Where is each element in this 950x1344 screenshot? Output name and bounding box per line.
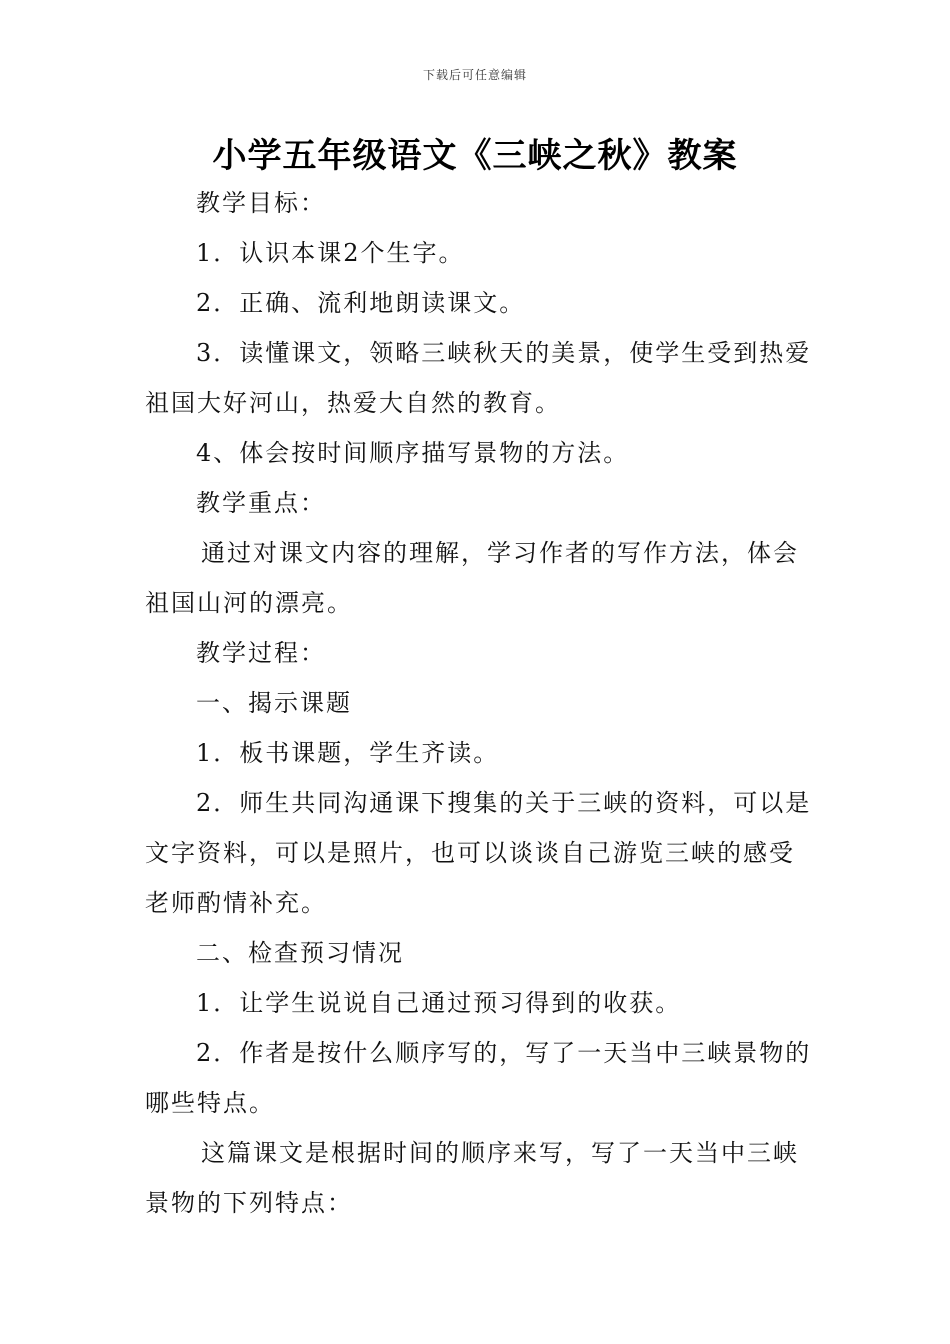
paragraph-line: 1．让学生说说自己通过预习得到的收获。 (196, 989, 682, 1017)
section-heading-process: 教学过程： (196, 639, 326, 667)
paragraph-line: 文字资料，可以是照片，也可以谈谈自己游览三峡的感受 (145, 839, 795, 867)
section-heading-objectives: 教学目标： (196, 189, 326, 217)
paragraph-line: 4、体会按时间顺序描写景物的方法。 (196, 439, 630, 467)
paragraph-line: 这篇课文是根据时间的顺序来写，写了一天当中三峡 (201, 1139, 799, 1167)
paragraph-line: 2．师生共同沟通课下搜集的关于三峡的资料，可以是 (196, 789, 812, 817)
paragraph-line: 3．读懂课文，领略三峡秋天的美景，使学生受到热爱 (196, 339, 812, 367)
paragraph-line: 2．正确、流利地朗读课文。 (196, 289, 526, 317)
paragraph-line: 1．板书课题，学生齐读。 (196, 739, 500, 767)
section-heading-key-points: 教学重点： (196, 489, 326, 517)
document-body (145, 178, 810, 1228)
paragraph-line: 哪些特点。 (145, 1089, 275, 1117)
subsection-heading: 一、揭示课题 (196, 689, 352, 717)
paragraph-line: 1．认识本课2个生字。 (196, 239, 465, 267)
paragraph-line: 2．作者是按什么顺序写的，写了一天当中三峡景物的 (196, 1039, 812, 1067)
header-note: 下载后可任意编辑 (422, 68, 527, 82)
subsection-heading: 二、检查预习情况 (196, 939, 404, 967)
paragraph-line: 老师酌情补充。 (145, 889, 327, 917)
paragraph-line: 祖国山河的漂亮。 (145, 589, 353, 617)
paragraph-line: 景物的下列特点： (145, 1189, 353, 1217)
document-title: 小学五年级语文《三峡之秋》教案 (212, 136, 738, 176)
paragraph-line: 通过对课文内容的理解，学习作者的写作方法，体会 (201, 539, 799, 567)
paragraph-line: 祖国大好河山，热爱大自然的教育。 (145, 389, 561, 417)
